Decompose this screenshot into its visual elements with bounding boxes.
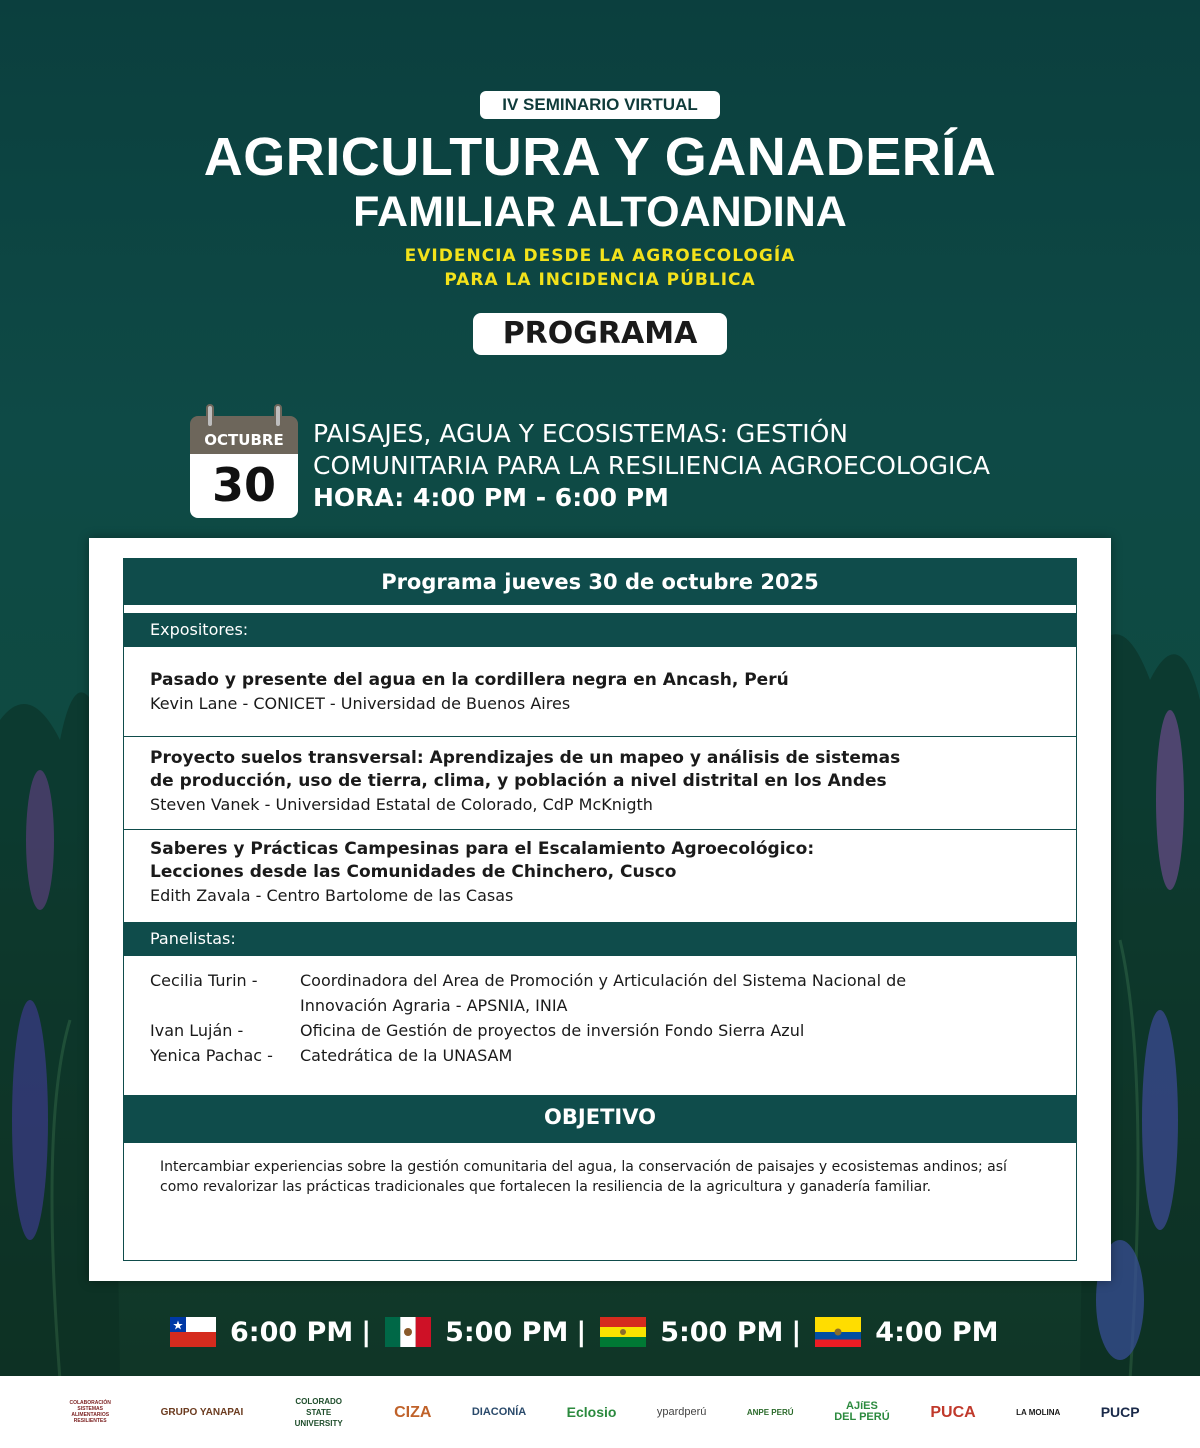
time-item-chile: [170, 1317, 385, 1348]
speaker-name: Steven Vanek - Universidad Estatal de Colorado, CdP McKnigth: [150, 795, 653, 814]
speaker-name: Edith Zavala - Centro Bartolome de las Casas: [150, 886, 514, 905]
speaker-talk-title: Pasado y presente del agua en la cordillera negra en Ancash, Perú: [150, 670, 789, 690]
panelist-name: Cecilia Turin -: [150, 971, 258, 990]
panelist-row: [150, 1018, 1050, 1043]
separator: |: [361, 1316, 372, 1348]
logo-la-molina: LA MOLINA: [1016, 1407, 1061, 1417]
chile-flag-icon: [170, 1317, 216, 1347]
time-item-ecuador: [815, 1317, 998, 1348]
time-item-bolivia: [600, 1317, 815, 1348]
panelist-name: Ivan Luján -: [150, 1021, 244, 1040]
ecuador-flag-icon: [815, 1317, 861, 1347]
program-table: [123, 558, 1077, 1261]
speaker-item: [124, 830, 1076, 922]
time-zones: [170, 1312, 1050, 1352]
logo-colorado-state: COLORADO STATE UNIVERSITY: [294, 1396, 343, 1428]
speaker-name: Kevin Lane - CONICET - Universidad de Buenos Aires: [150, 694, 571, 713]
logo-pucp: PUCP: [1100, 1403, 1140, 1420]
panelist-name: Yenica Pachac -: [150, 1046, 273, 1065]
objective-text: Intercambiar experiencias sobre la gestión comunitaria del agua, la conservación de paisajes y ecosistemas andinos; así como revalorizar las prácticas tradicionales que fortalecen la resiliencia de la agricultura y ganadería familiar.: [160, 1159, 1007, 1195]
calendar-ring-icon: [274, 404, 282, 428]
subtitle: [0, 244, 1200, 292]
time-bolivia: 5:00 PM: [660, 1316, 784, 1348]
program-title: Programa jueves 30 de octubre 2025: [124, 559, 1076, 605]
panelist-row: [150, 968, 1050, 1018]
logo-ypard: ypardperú: [656, 1405, 707, 1418]
session-title-line2: COMUNITARIA PARA LA RESILIENCIA AGROECOLOGICA: [313, 451, 990, 480]
main-title-line2: FAMILIAR ALTOANDINA: [353, 188, 847, 236]
time-ecuador: 4:00 PM: [875, 1316, 999, 1348]
seminar-badge: IV SEMINARIO VIRTUAL: [480, 91, 720, 119]
separator: |: [791, 1316, 802, 1348]
speaker-talk-title: Proyecto suelos transversal: Aprendizajes de un mapeo y análisis de sistemas: [150, 748, 901, 768]
programa-badge: PROGRAMA: [473, 313, 727, 355]
panelist-role-line: Coordinadora del Area de Promoción y Articulación del Sistema Nacional de: [300, 971, 907, 990]
calendar-month: OCTUBRE: [190, 416, 298, 454]
speaker-talk-title: Lecciones desde las Comunidades de Chinchero, Cusco: [150, 862, 677, 882]
subtitle-line2: PARA LA INCIDENCIA PÚBLICA: [444, 270, 756, 290]
time-item-mexico: [385, 1317, 600, 1348]
time-chile: 6:00 PM: [230, 1316, 354, 1348]
session-title-line1: PAISAJES, AGUA Y ECOSISTEMAS: GESTIÓN: [313, 419, 848, 448]
panelistas-label: Panelistas:: [124, 922, 1076, 956]
sponsor-logos: [0, 1376, 1200, 1448]
panelist-role: Catedrática de la UNASAM: [300, 1046, 513, 1065]
logo-diaconia: DIACONÍA: [471, 1405, 527, 1418]
speaker-talk-title: de producción, uso de tierra, clima, y población a nivel distrital en los Andes: [150, 771, 887, 791]
logo-puca: PUCA: [930, 1403, 976, 1421]
time-mexico: 5:00 PM: [445, 1316, 569, 1348]
speaker-item: [124, 737, 1076, 830]
bolivia-flag-icon: [600, 1317, 646, 1347]
panelist-role: [300, 968, 1050, 1018]
panelist-role-line: Innovación Agraria - APSNIA, INIA: [300, 996, 568, 1015]
subtitle-line1: EVIDENCIA DESDE LA AGROECOLOGÍA: [404, 246, 796, 266]
program-card: [89, 538, 1111, 1281]
speaker-talk-title: Saberes y Prácticas Campesinas para el Escalamiento Agroecológico:: [150, 839, 815, 859]
logo-eclosio: Eclosio: [566, 1403, 617, 1420]
calendar-icon: [190, 404, 298, 518]
logo-colaboracion: COLABORACIÓN SISTEMAS ALIMENTARIOS RESILIENTES: [69, 1400, 111, 1424]
session-time: HORA: 4:00 PM - 6:00 PM: [313, 483, 669, 512]
panelist-role: Oficina de Gestión de proyectos de inversión Fondo Sierra Azul: [300, 1021, 805, 1040]
session-info: [313, 418, 1113, 514]
speaker-item: [124, 647, 1076, 737]
mexico-flag-icon: [385, 1317, 431, 1347]
logo-anpe: ANPE PERÚ: [746, 1407, 794, 1417]
calendar-day: 30: [190, 454, 298, 518]
logo-yanapai: GRUPO YANAPAI: [160, 1406, 244, 1418]
objective-title: OBJETIVO: [124, 1095, 1076, 1143]
panelists-list: [124, 956, 1076, 1095]
calendar-ring-icon: [206, 404, 214, 428]
separator: |: [576, 1316, 587, 1348]
panelist-row: [150, 1043, 1050, 1068]
main-title: AGRICULTURA Y GANADERÍA: [203, 127, 997, 187]
logo-ajies: AJíES DEL PERÚ: [834, 1400, 890, 1423]
logo-ciza: CIZA: [394, 1403, 432, 1421]
expositores-label: Expositores:: [124, 613, 1076, 647]
